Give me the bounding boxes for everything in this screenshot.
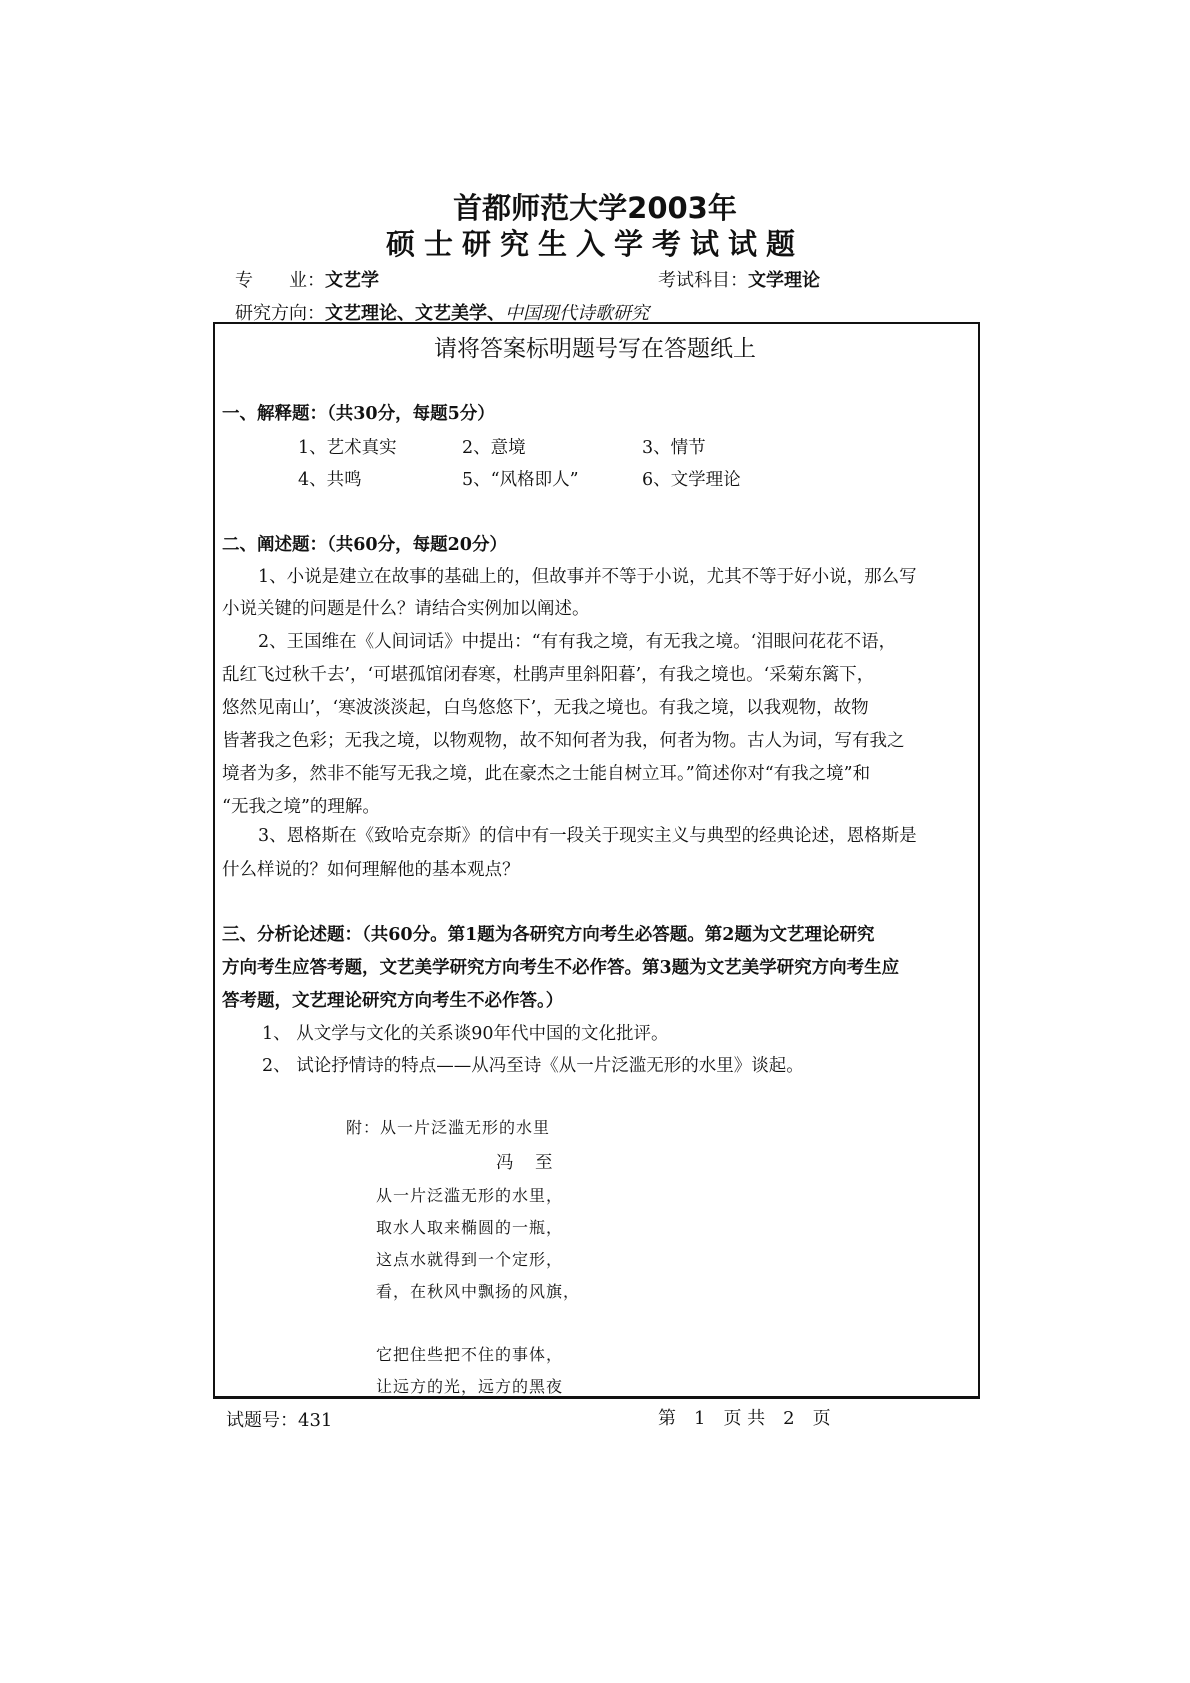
subject-value: 文学理论 <box>748 270 820 291</box>
poem-caption: 附：从一片泛滥无形的水里 <box>346 1118 551 1137</box>
poem-author: 冯 至 <box>496 1153 555 1173</box>
section3-line: 方向考生应答考题，文艺美学研究方向考生不必作答。第3题为文艺美学研究方向考生应 <box>222 958 900 978</box>
question-line: 悠然见南山’，‘寒波淡淡起，白鸟悠悠下’，无我之境也。有我之境，以我观物，故物 <box>222 698 869 718</box>
term-item: 2、意境 <box>462 438 526 458</box>
section2-heading: 二、阐述题：（共60分，每题20分） <box>222 535 507 555</box>
term-item: 4、共鸣 <box>298 470 362 490</box>
page-number: 第 1 页 共 2 页 <box>658 1408 831 1429</box>
question-line: 乱红飞过秋千去’，‘可堪孤馆闭春寒，杜鹃声里斜阳暮’，有我之境也。‘采菊东篱下， <box>222 665 875 685</box>
major-label: 专 业： <box>235 270 325 291</box>
question-line: “无我之境”的理解。 <box>222 797 380 817</box>
question-line: 什么样说的？如何理解他的基本观点？ <box>222 860 520 880</box>
direction-printed: 文艺理论、文艺美学、 <box>325 303 505 324</box>
term-item: 1、艺术真实 <box>298 438 397 458</box>
poem-line: 从一片泛滥无形的水里， <box>376 1186 564 1205</box>
question-line: 小说关键的问题是什么？请结合实例加以阐述。 <box>222 599 590 619</box>
section3-line: 三、分析论述题：（共60分。第1题为各研究方向考生必答题。第2题为文艺理论研究 <box>222 925 875 945</box>
question-line: 境者为多，然非不能写无我之境，此在豪杰之士能自树立耳。”简述你对“有我之境”和 <box>222 764 871 784</box>
term-item: 3、情节 <box>642 438 706 458</box>
subject-label: 考试科目： <box>658 270 748 291</box>
notice: 请将答案标明题号写在答题纸上 <box>434 336 756 362</box>
major-field <box>235 266 379 292</box>
exam-title-university: 首都师范大学2003年 <box>453 191 737 225</box>
section3-line: 答考题，文艺理论研究方向考生不必作答。） <box>222 991 564 1011</box>
question-line: 2、王国维在《人间词话》中提出：“有有我之境，有无我之境。‘泪眼问花花不语， <box>258 632 897 652</box>
exam-code: 试题号：431 <box>226 1410 333 1431</box>
term-item: 5、“风格即人” <box>462 470 579 490</box>
term-item: 6、文学理论 <box>642 470 741 490</box>
question-line: 1、小说是建立在故事的基础上的，但故事并不等于小说，尤其不等于好小说，那么写 <box>258 567 917 587</box>
subject-field <box>658 266 820 292</box>
section1-heading: 一、解释题：（共30分，每题5分） <box>222 404 495 424</box>
poem-line: 这点水就得到一个定形， <box>376 1250 564 1269</box>
poem-line: 看，在秋风中飘扬的风旗， <box>376 1282 581 1301</box>
poem-line: 取水人取来椭圆的一瓶， <box>376 1218 564 1237</box>
question-line: 2、 试论抒情诗的特点——从冯至诗《从一片泛滥无形的水里》谈起。 <box>262 1056 804 1076</box>
question-line: 1、 从文学与文化的关系谈90年代中国的文化批评。 <box>262 1024 669 1044</box>
question-line: 皆著我之色彩；无我之境，以物观物，故不知何者为我，何者为物。古人为词，写有我之 <box>222 731 905 751</box>
question-line: 3、恩格斯在《致哈克奈斯》的信中有一段关于现实主义与典型的经典论述，恩格斯是 <box>258 826 917 846</box>
direction-handwritten: 中国现代诗歌研究 <box>505 303 649 324</box>
exam-title: 硕士研究生入学考试试题 <box>385 227 804 261</box>
poem-line: 让远方的光，远方的黑夜 <box>376 1377 564 1396</box>
poem-line: 它把住些把不住的事体， <box>376 1345 564 1364</box>
major-value: 文艺学 <box>325 270 379 291</box>
direction-label: 研究方向： <box>235 303 325 324</box>
